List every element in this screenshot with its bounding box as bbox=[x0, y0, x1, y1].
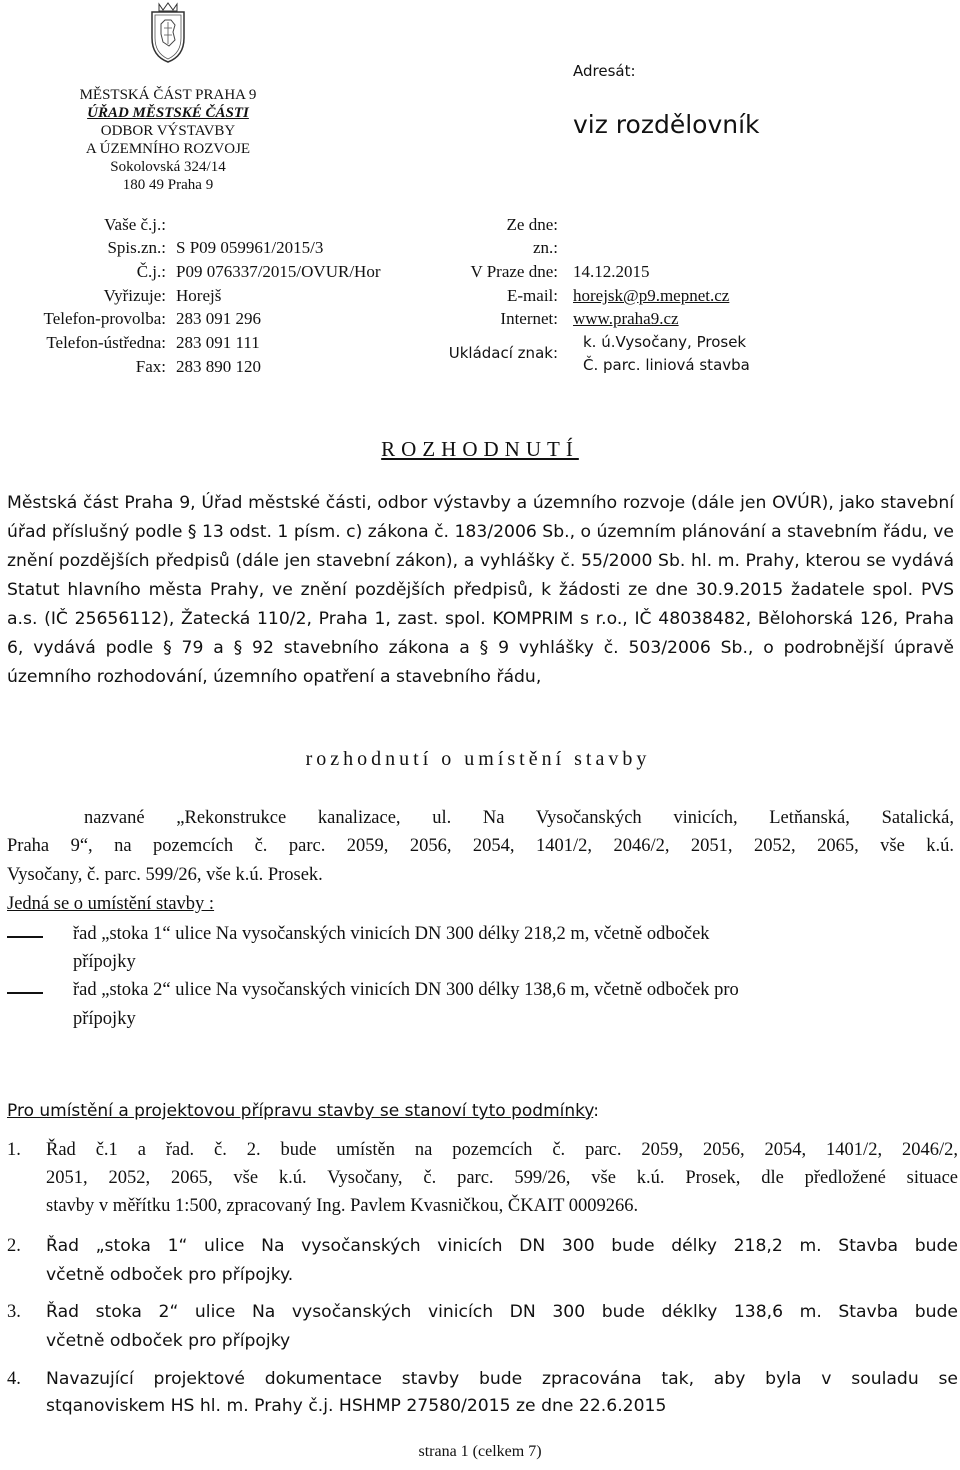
condition-number: 2. bbox=[7, 1236, 21, 1256]
conditions-heading bbox=[7, 1101, 599, 1121]
meta-label: Telefon-ústředna: bbox=[46, 333, 166, 352]
bullet-line: přípojky bbox=[73, 1009, 136, 1029]
condition-line: Řad „stoka 1“ ulice Na vysočanských vinicích DN 300 bude délky 218,2 m. Stavba bude bbox=[46, 1236, 958, 1256]
condition-line: stqanoviskem HS hl. m. Prahy č.j. HSHMP 27580/2015 ze dne 22.6.2015 bbox=[46, 1396, 667, 1416]
intro-paragraph bbox=[7, 489, 954, 692]
condition-line: 2051, 2052, 2065, vše k.ú. Vysočany, č. parc. 599/26, vše k.ú. Prosek, dle předložené situace bbox=[46, 1168, 958, 1188]
org-line: MĚSTSKÁ ČÁST PRAHA 9 bbox=[79, 87, 257, 103]
decision-title: rozhodnutí o umístění stavby bbox=[305, 748, 651, 770]
storage-label: Ukládací znak: bbox=[448, 344, 558, 362]
page-footer: strana 1 (celkem 7) bbox=[418, 1443, 542, 1460]
condition-number: 1. bbox=[7, 1140, 21, 1160]
meta-label: V Praze dne: bbox=[470, 262, 558, 281]
condition-line: Řad č.1 a řad. č. 2. bude umístěn na pozemcích č. parc. 2059, 2056, 2054, 1401/2, 2046/2, bbox=[46, 1140, 958, 1160]
condition-number: 3. bbox=[7, 1302, 21, 1322]
meta-label: Vaše č.j.: bbox=[104, 215, 166, 234]
condition-line: včetně odboček pro přípojky bbox=[46, 1331, 291, 1351]
meta-label: Ze dne: bbox=[506, 215, 558, 234]
condition-line: Řad stoka 2“ ulice Na vysočanských vinicích DN 300 bude déklky 138,6 m. Stavba bude bbox=[46, 1302, 958, 1322]
meta-value: P09 076337/2015/OVUR/Hor bbox=[176, 262, 381, 281]
meta-label: Č.j.: bbox=[136, 262, 166, 281]
meta-value: S P09 059961/2015/3 bbox=[176, 238, 324, 257]
dash-bullet bbox=[7, 936, 43, 938]
website-link[interactable]: www.praha9.cz bbox=[573, 309, 679, 328]
bullet-line: řad „stoka 2“ ulice Na vysočanských vinicích DN 300 délky 138,6 m, včetně odboček pro bbox=[73, 980, 739, 1000]
org-line: Sokolovská 324/14 bbox=[110, 159, 226, 175]
named-line: Praha 9“, na pozemcích č. parc. 2059, 2056, 2054, 1401/2, 2046/2, 2051, 2052, 2065, vše k.ú. bbox=[7, 836, 954, 856]
meta-value: 283 091 111 bbox=[176, 333, 260, 352]
condition-line: včetně odboček pro přípojky. bbox=[46, 1265, 294, 1285]
meta-label: zn.: bbox=[532, 238, 558, 257]
meta-label: Telefon-provolba: bbox=[43, 309, 166, 328]
org-line: A ÚZEMNÍHO ROZVOJE bbox=[85, 141, 251, 157]
bullet-line: přípojky bbox=[73, 952, 136, 972]
condition-line: stavby v měřítku 1:500, zpracovaný Ing. Pavlem Kvasničkou, ČKAIT 0009266. bbox=[46, 1196, 639, 1216]
meta-label: Vyřizuje: bbox=[103, 286, 166, 305]
email-link[interactable]: horejsk@p9.mepnet.cz bbox=[573, 286, 730, 305]
conditions-heading-colon: : bbox=[593, 1101, 599, 1121]
org-line: ODBOR VÝSTAVBY bbox=[100, 123, 236, 139]
intro-text: Městská část Praha 9, Úřad městské části, odbor výstavby a územního rozvoje (dále jen OVÚR), jako stavební úřad příslušný podle § 13 odst. 1 písm. c) zákona č. 183/2006 Sb., o územním plánování a stavebním řádu, ve znění pozdějších předpisů (dále jen stavební zákon), a vyhlášky č. 55/2000 Sb. hl. m. Prahy, kterou se vydává Statut hlavního města Prahy, ve znění pozdějších předpisů, k žádosti ze dne 30.9.2015 žadatele spol. PVS a.s. (IČ 25656112), Žatecká 110/2, Praha 1, zast. spol. KOMPRIM s r.o., IČ 48038482, Bělohorská 126, Praha 6, vydává podle § 79 a § 92 stavebního zákona a § 9 vyhlášky č. 503/2006 Sb., o podrobnější úpravě územního rozhodování, územního opatření a stavebního řádu, bbox=[7, 493, 954, 687]
org-line: 180 49 Praha 9 bbox=[122, 177, 214, 193]
meta-label: Internet: bbox=[500, 309, 558, 328]
meta-label: Spis.zn.: bbox=[107, 238, 166, 257]
meta-value: Horejš bbox=[176, 286, 222, 305]
named-line: Vysočany, č. parc. 599/26, vše k.ú. Prosek. bbox=[7, 865, 323, 885]
recipient-label: Adresát: bbox=[573, 62, 636, 80]
condition-number: 4. bbox=[7, 1369, 21, 1389]
recipient: viz rozdělovník bbox=[573, 110, 760, 139]
org-line: ÚŘAD MĚSTSKÉ ČÁSTI bbox=[87, 105, 249, 121]
meta-value: 283 890 120 bbox=[176, 357, 261, 376]
page-title: ROZHODNUTÍ bbox=[381, 437, 579, 461]
meta-value: 283 091 296 bbox=[176, 309, 261, 328]
placement-intro: Jedná se o umístění stavby : bbox=[7, 894, 215, 914]
conditions-heading-text: Pro umístění a projektovou přípravu stavby se stanoví tyto podmínky bbox=[7, 1101, 594, 1121]
storage-line: k. ú.Vysočany, Prosek bbox=[583, 333, 747, 351]
storage-line: Č. parc. liniová stavba bbox=[583, 356, 750, 374]
condition-line: Navazující projektové dokumentace stavby bude zpracována tak, aby byla v souladu se bbox=[46, 1369, 958, 1389]
date-value: 14.12.2015 bbox=[573, 262, 650, 281]
dash-bullet bbox=[7, 992, 43, 994]
bullet-line: řad „stoka 1“ ulice Na vysočanských vinicích DN 300 délky 218,2 m, včetně odboček bbox=[73, 924, 710, 944]
named-line: nazvané „Rekonstrukce kanalizace, ul. Na Vysočanských vinicích, Letňanská, Satalická, bbox=[84, 808, 954, 828]
meta-label: Fax: bbox=[135, 357, 166, 376]
meta-label: E-mail: bbox=[507, 286, 558, 305]
coat-of-arms-icon bbox=[147, 2, 189, 64]
